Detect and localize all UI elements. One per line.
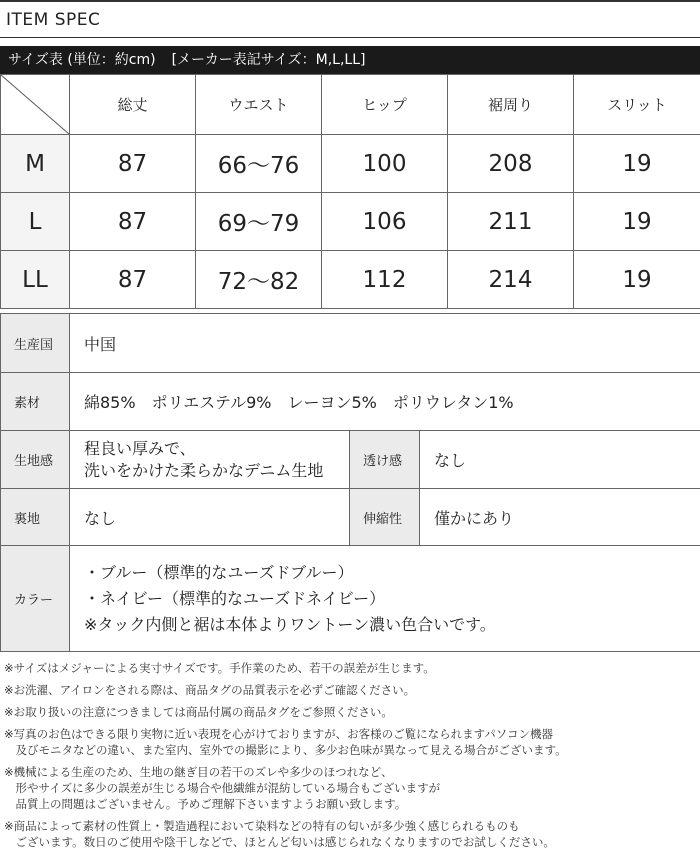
size-chart-caption-bar: [0, 46, 700, 74]
size-label: LL: [1, 251, 70, 309]
corner-cell: [1, 75, 70, 135]
material-label: 素材: [1, 373, 70, 431]
stretch-label: 伸縮性: [350, 489, 420, 546]
note-line: 品質上の問題はございません。予めご理解下さいますようお願い致します。: [4, 797, 407, 811]
note-item: [4, 660, 696, 676]
note-line: ※商品によって素材の性質上・製造過程において染料などの特有の匂いが多少強く感じられるものも: [4, 819, 520, 833]
page-title: ITEM SPEC: [6, 10, 101, 30]
size-table: [0, 74, 700, 309]
column-header: ヒップ: [322, 75, 448, 135]
origin-value: 中国: [70, 314, 700, 373]
note-item: [4, 764, 696, 812]
table-cell: 100: [322, 135, 448, 193]
size-table-header-row: [1, 75, 700, 135]
size-label: M: [1, 135, 70, 193]
texture-value: [70, 431, 350, 489]
table-cell: 72〜82: [196, 251, 322, 309]
table-row: [1, 135, 700, 193]
spec-row-material: [1, 373, 700, 431]
column-header: 総丈: [70, 75, 196, 135]
table-row: [1, 251, 700, 309]
table-cell: 112: [322, 251, 448, 309]
note-line: ※写真のお色はできる限り実物に近い表現を心がけておりますが、お客様のご覧になられますパソコン機器: [4, 727, 553, 741]
note-item: [4, 818, 696, 850]
lining-label: 裏地: [1, 489, 70, 546]
column-header: 裾周り: [448, 75, 574, 135]
section-header: [0, 0, 700, 38]
transparency-value: なし: [420, 431, 700, 489]
color-value: [70, 546, 700, 652]
note-line: ※お洗濯、アイロンをされる際は、商品タグの品質表示を必ずご確認ください。: [4, 683, 416, 697]
color-line: ・ブルー（標準的なユーズドブルー）: [84, 562, 354, 582]
column-header: スリット: [574, 75, 700, 135]
spec-table: [0, 313, 700, 652]
lining-value: なし: [70, 489, 350, 546]
table-cell: 87: [70, 251, 196, 309]
table-cell: 106: [322, 193, 448, 251]
maker-size-caption: [メーカー表記サイズ：M,L,LL]: [171, 52, 366, 68]
note-line: ※お取り扱いの注意につきましては商品付属の商品タグをご参照ください。: [4, 705, 393, 719]
stretch-value: 僅かにあり: [420, 489, 700, 546]
table-row: [1, 193, 700, 251]
table-cell: 211: [448, 193, 574, 251]
note-line: ※機械による生産のため、生地の継ぎ目の若干のズレや多少のほつれなど、: [4, 765, 393, 779]
note-line: ※サイズはメジャーによる実寸サイズです。手作業のため、若干の誤差が生じます。: [4, 661, 435, 675]
size-chart-caption: サイズ表 (単位：約cm): [8, 52, 156, 68]
spec-row-color: [1, 546, 700, 652]
table-cell: 87: [70, 193, 196, 251]
diagonal-divider: [1, 75, 69, 134]
note-item: [4, 704, 696, 720]
material-value: 綿85% ポリエステル9% レーヨン5% ポリウレタン1%: [70, 373, 700, 431]
spec-row-origin: [1, 314, 700, 373]
transparency-label: 透け感: [350, 431, 420, 489]
table-cell: 66〜76: [196, 135, 322, 193]
origin-label: 生産国: [1, 314, 70, 373]
column-header: ウエスト: [196, 75, 322, 135]
table-cell: 19: [574, 193, 700, 251]
color-label: カラー: [1, 546, 70, 652]
spec-row-lining: [1, 489, 700, 546]
note-item: [4, 726, 696, 758]
spec-row-texture: [1, 431, 700, 489]
table-cell: 69〜79: [196, 193, 322, 251]
texture-label: 生地感: [1, 431, 70, 489]
texture-line: 洗いをかけた柔らかなデニム生地: [84, 460, 324, 480]
note-line: ございます。数日のご使用や陰干しなどで、ほとんど匂いは感じられなくなりますのでお試しください。: [4, 835, 555, 849]
table-cell: 208: [448, 135, 574, 193]
color-line: ・ネイビー（標準的なユーズドネイビー）: [84, 588, 386, 608]
table-cell: 87: [70, 135, 196, 193]
note-line: 及びモニタなどの違い、また室内、室外での撮影により、多少お色味が異なって見える場合がございます。: [4, 743, 567, 757]
color-line: ※タック内側と裾は本体よりワントーン濃い色合いです。: [84, 614, 496, 634]
table-cell: 214: [448, 251, 574, 309]
note-item: [4, 682, 696, 698]
size-label: L: [1, 193, 70, 251]
note-line: 形やサイズに多少の誤差が生じる場合や他繊維が混紡している場合もございますが: [4, 781, 441, 795]
notes-section: [4, 660, 696, 856]
table-cell: 19: [574, 135, 700, 193]
table-cell: 19: [574, 251, 700, 309]
texture-line: 程良い厚みで、: [84, 438, 196, 458]
